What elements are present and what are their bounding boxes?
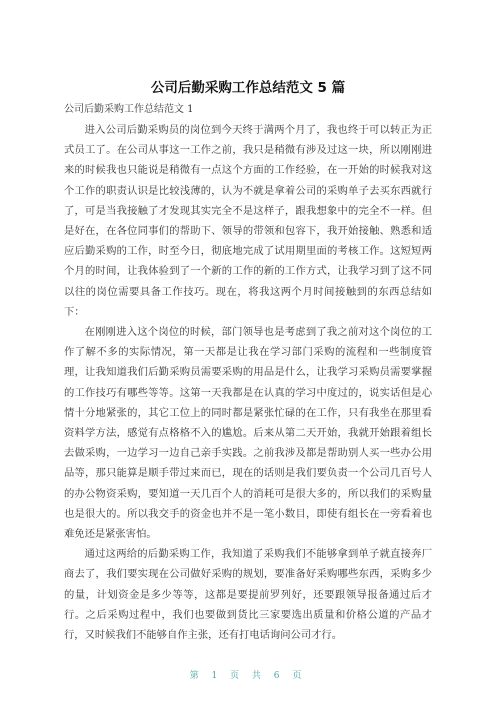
document-body [64,120,432,645]
paragraph: 在刚刚进入这个岗位的时候，部门领导也是考虑到了我之前对这个岗位的工作了解不多的实际情况，第一天都是让我在学习部门采购的流程和一些制度管理，让我知道我们后勤采购员需要采购的用品是什么，让我学习采购员需要掌握的工作技巧有哪些等等。这第一天我都是在认真的学习中度过的，说实话但是心情十分地紧张的，其它工位上的同时都是紧张忙碌的在工作，只有我坐在那里看资料学方法，感觉有点格格不入的尴尬。后来从第二天开始，我就开始跟着组长去做采购，一边学习一边自己亲手实践。之前我涉及都是帮助别人买一些办公用品等，那只能算是顺手带过来而已，现在的话则是我们要负责一个公司几百号人的办公物资采购，要知道一天几百个人的消耗可是很大多的，所以我们的采购量也是很大的。所以我交手的资金也并不是一笔小数目，即使有组长在一旁看着也难免还是紧张害怕。 [64,326,432,541]
paragraph: 通过这两给的后勤采购工作，我知道了采购我们不能够拿到单子就直接奔厂商去了，我们要实现在公司做好采购的规划，要准备好采购哪些东西，采购多少的量，计划资金是多少等等，这都是要提前罗列好，还要跟领导报备通过后才行。之后采购过程中，我们也要做到货比三家要选出质量和价格公道的产品才行，又时候我们不能够自作主张，还有打电话询问公司才行。 [64,548,432,642]
section-heading: 公司后勤采购工作总结范文 1 [64,104,194,115]
document-title: 公司后勤采购工作总结范文 5 篇 [150,80,346,96]
page-number-footer: 第 1 页 共 6 页 [189,671,307,681]
paragraph: 进入公司后勤采购员的岗位到今天终于满两个月了，我也终于可以转正为正式员工了。在公司从事这一工作之前，我只是稍微有涉及过这一块，所以刚刚进来的时候我也只能说是稍微有一点这个方面的工作经验，在一开始的时候我对这个工作的职责认识是比较浅薄的，认为不就是拿着公司的采购单子去买东西就行了，可是当我接触了才发现其实完全不是这样子，跟我想象中的完全不一样。但是好在，在各位同事们的帮助下、领导的带领和包容下，我开始接触、熟悉和适应后勤采购的工作，时至今日，彻底地完成了试用期里面的考核工作。这短短两个月的时间，让我体验到了一个新的工作的新的工作方式，让我学习到了这不同以往的岗位需要具备工作技巧。现在，将我这两个月时间接触到的东西总结如下： [64,124,432,318]
